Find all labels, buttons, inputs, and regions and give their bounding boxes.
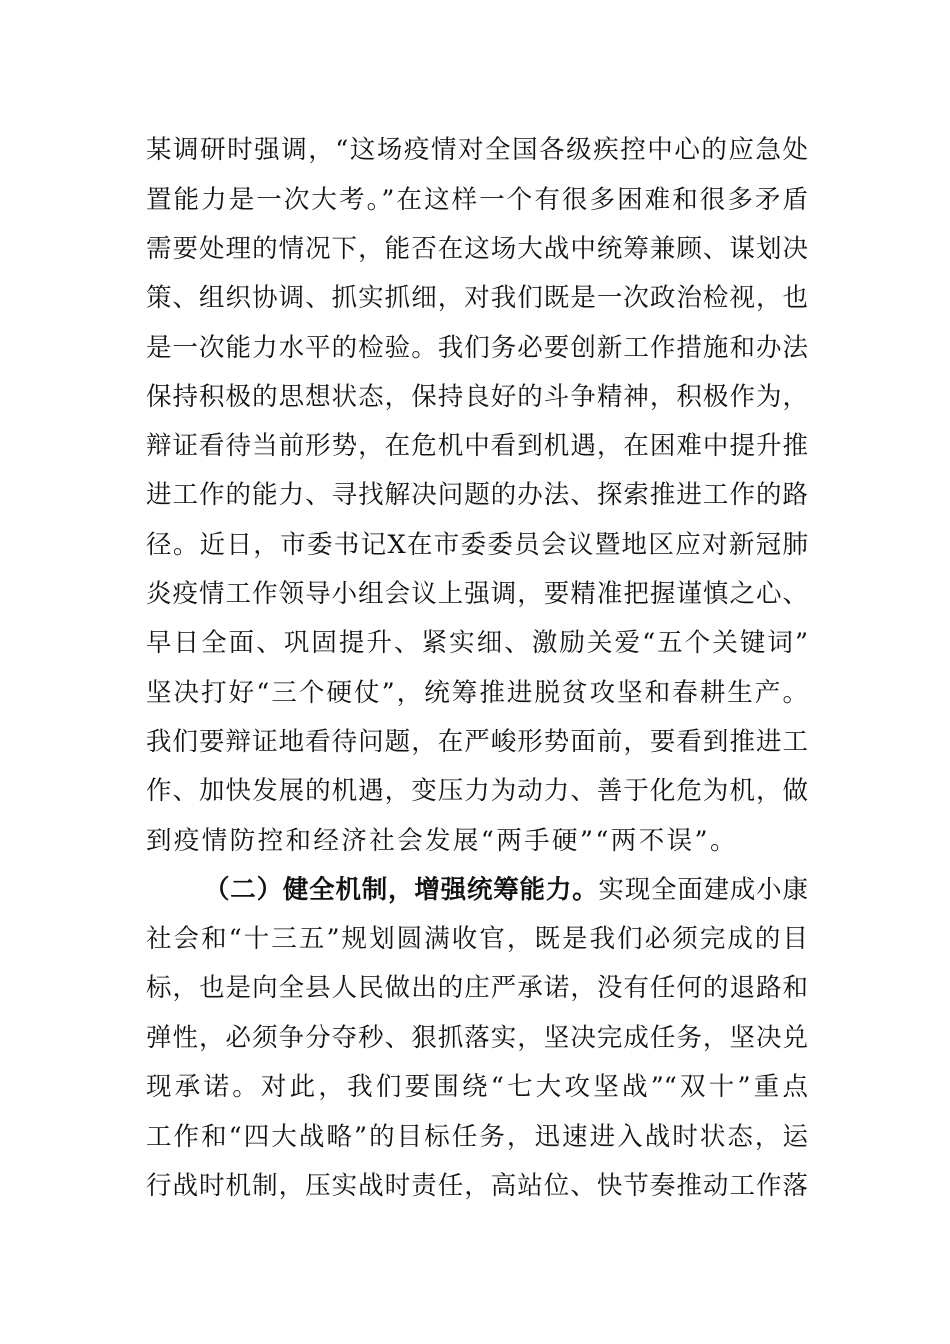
section-heading: （二）健全机制，增强统筹能力。 xyxy=(204,875,599,905)
text-line: 标，也是向全县人民做出的庄严承诺，没有任何的退路和 xyxy=(146,973,808,1003)
text-line xyxy=(204,870,808,910)
text-line: 进工作的能力、寻找解决问题的办法、探索推进工作的路 xyxy=(146,480,808,510)
text-line: 保持积极的思想状态，保持良好的斗争精神，积极作为， xyxy=(146,382,808,412)
text-line: 径。近日，市委书记X在市委委员会议暨地区应对新冠肺 xyxy=(146,530,808,560)
text-line: 辩证看待当前形势，在危机中看到机遇，在困难中提升推 xyxy=(146,431,808,461)
text-line: 某调研时强调，“这场疫情对全国各级疾控中心的应急处 xyxy=(146,135,808,165)
text-line: 我们要辩证地看待问题，在严峻形势面前，要看到推进工 xyxy=(146,727,808,757)
text-line: 行战时机制，压实战时责任，高站位、快节奏推动工作落 xyxy=(146,1171,808,1201)
text-line: 需要处理的情况下，能否在这场大战中统筹兼顾、谋划决 xyxy=(146,234,808,264)
text-line: 坚决打好“三个硬仗”，统筹推进脱贫攻坚和春耕生产。 xyxy=(146,678,808,708)
text-line: 炎疫情工作领导小组会议上强调，要精准把握谨慎之心、 xyxy=(146,579,808,609)
text-line: 是一次能力水平的检验。我们务必要创新工作措施和办法 xyxy=(146,333,808,363)
text-line: 到疫情防控和经济社会发展“两手硬”“两不误”。 xyxy=(146,826,738,856)
text-line: 社会和“十三五”规划圆满收官，既是我们必须完成的目 xyxy=(146,924,808,954)
text-line: 置能力是一次大考。”在这样一个有很多困难和很多矛盾 xyxy=(146,185,808,215)
text-line: 工作和“四大战略”的目标任务，迅速进入战时状态，运 xyxy=(146,1122,808,1152)
text-line: 弹性，必须争分夺秒、狠抓落实，坚决完成任务，坚决兑 xyxy=(146,1023,808,1053)
text-line: 早日全面、巩固提升、紧实细、激励关爱“五个关键词” xyxy=(146,628,808,658)
text-line: 现承诺。对此，我们要围绕“七大攻坚战”“双十”重点 xyxy=(146,1072,808,1102)
text-line: 策、组织协调、抓实抓细，对我们既是一次政治检视，也 xyxy=(146,283,808,313)
text-line: 作、加快发展的机遇，变压力为动力、善于化危为机，做 xyxy=(146,776,808,806)
text-span: 实现全面建成小康 xyxy=(598,875,808,905)
